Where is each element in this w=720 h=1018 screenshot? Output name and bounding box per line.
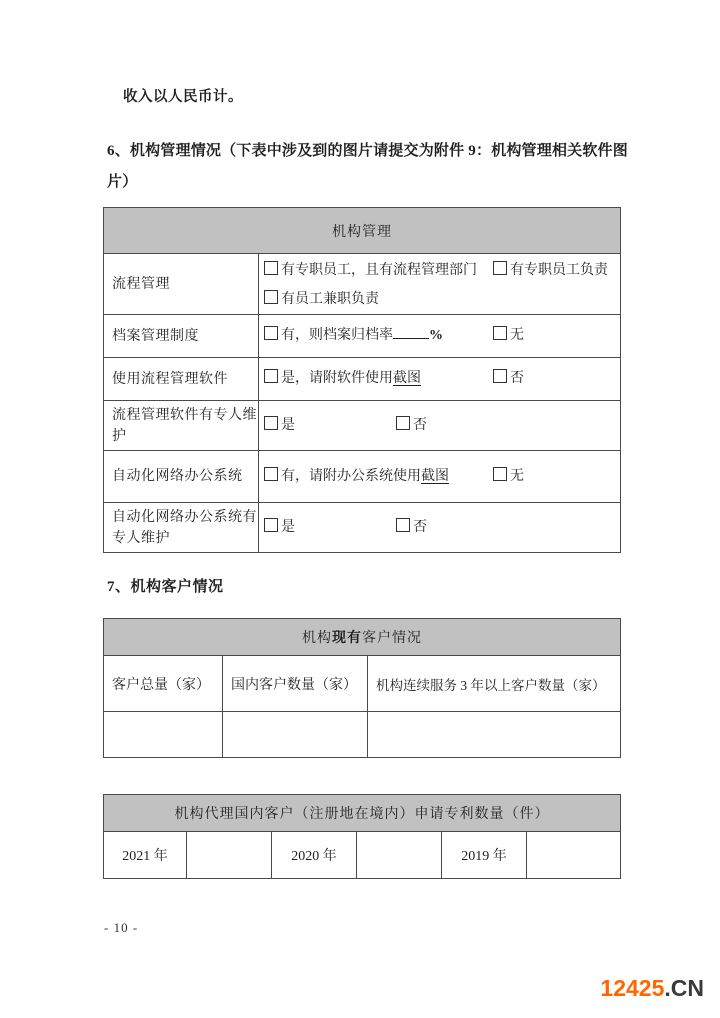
option-label: 否 — [413, 417, 427, 433]
checkbox-icon — [493, 467, 507, 481]
empty-cell — [223, 712, 368, 758]
table-title-suffix: 客户情况 — [362, 631, 422, 646]
checkbox-icon — [493, 261, 507, 275]
table-header-row — [104, 795, 621, 832]
table-title-prefix: 机构 — [302, 631, 332, 646]
empty-cell — [527, 832, 621, 879]
option-label-underlined: 截图 — [421, 468, 449, 484]
section-6-heading-prefix: 6、机构管理情况（下表中涉及到的图片请提交为 — [107, 143, 434, 159]
site-watermark-logo[interactable] — [600, 975, 704, 1002]
option-line-2 — [264, 285, 620, 314]
row-label: 流程管理 — [104, 254, 259, 315]
row-label: 使用流程管理软件 — [104, 358, 259, 401]
empty-cell — [357, 832, 442, 879]
org-management-table — [103, 207, 621, 553]
checkbox-icon — [264, 416, 278, 430]
patent-title-cell: 机构代理国内客户（注册地在境内）申请专利数量（件） — [104, 795, 621, 832]
option-label: 有员工兼职负责 — [281, 291, 379, 307]
option-label: 有专职员工，且有流程管理部门 — [281, 262, 477, 278]
section-6-heading-emphasis: 附件 9：机构管理相关软件图片 — [107, 143, 628, 190]
table-row-archive-system — [104, 315, 621, 358]
option-label: 有，则档案归档率 — [281, 328, 393, 343]
checkbox-icon — [396, 416, 410, 430]
checkbox-icon — [264, 369, 278, 383]
table-header-row — [104, 208, 621, 254]
checkbox-icon — [264, 467, 278, 481]
empty-value-row — [104, 712, 621, 758]
section-7-heading: 7、机构客户情况 — [107, 579, 224, 595]
option-label: 有专职员工负责 — [510, 262, 608, 278]
table-header-row — [104, 619, 621, 656]
option-label: 否 — [510, 371, 524, 386]
empty-cell — [368, 712, 621, 758]
year-value-row — [104, 832, 621, 879]
checkbox-icon — [264, 290, 278, 304]
option-label: 有，请附办公系统使用 — [281, 468, 421, 484]
checkbox-icon — [264, 326, 278, 340]
option-label-underlined: 截图 — [393, 371, 421, 386]
table-title: 机构管理 — [332, 224, 392, 240]
checkbox-icon — [493, 326, 507, 340]
table-title-cell — [104, 619, 621, 656]
table-title-cell — [104, 208, 621, 254]
empty-cell — [104, 712, 223, 758]
table-row-software-maintainer — [104, 401, 621, 451]
fill-in-blank — [393, 336, 429, 339]
column-header-row — [104, 656, 621, 712]
year-label-2020: 2020 年 — [272, 832, 357, 879]
option-label: 是 — [281, 417, 295, 433]
option-label: 否 — [413, 519, 427, 535]
checkbox-icon — [264, 518, 278, 532]
year-label-2019: 2019 年 — [442, 832, 527, 879]
section-6-heading-suffix: ） — [122, 174, 138, 190]
column-header-longterm-clients: 机构连续服务 3 年以上客户数量（家） — [368, 656, 621, 712]
empty-cell — [187, 832, 272, 879]
client-overview-table — [103, 618, 621, 758]
checkbox-icon — [396, 518, 410, 532]
option-line-1 — [264, 256, 620, 285]
option-label: 无 — [510, 468, 524, 484]
column-header-domestic-clients: 国内客户数量（家） — [223, 656, 368, 712]
row-label: 自动化网络办公系统有专人维护 — [104, 503, 259, 553]
option-label: 无 — [510, 328, 524, 343]
page-number: - 10 - — [104, 920, 139, 935]
watermark-brand[interactable]: 12425 — [600, 975, 665, 1001]
intro-text: 收入以人民币计。 — [123, 89, 243, 105]
table-row-office-automation — [104, 451, 621, 503]
watermark-tld[interactable]: .CN — [664, 975, 704, 1001]
column-header-total-clients: 客户总量（家） — [104, 656, 223, 712]
table-row-oa-maintainer — [104, 503, 621, 553]
table-title-emphasis: 现有 — [332, 631, 362, 646]
row-label: 流程管理软件有专人维护 — [104, 401, 259, 451]
checkbox-icon — [264, 261, 278, 275]
checkbox-icon — [493, 369, 507, 383]
year-label-2021: 2021 年 — [104, 832, 187, 879]
option-label: 是，请附软件使用 — [281, 371, 393, 386]
patent-count-table — [103, 794, 621, 879]
option-label: 是 — [281, 519, 295, 535]
table-row-process-software — [104, 358, 621, 401]
row-label: 自动化网络办公系统 — [104, 451, 259, 503]
section-6-heading — [107, 136, 631, 198]
option-unit: % — [429, 328, 443, 343]
row-label: 档案管理制度 — [104, 315, 259, 358]
table-row-process-management — [104, 254, 621, 315]
